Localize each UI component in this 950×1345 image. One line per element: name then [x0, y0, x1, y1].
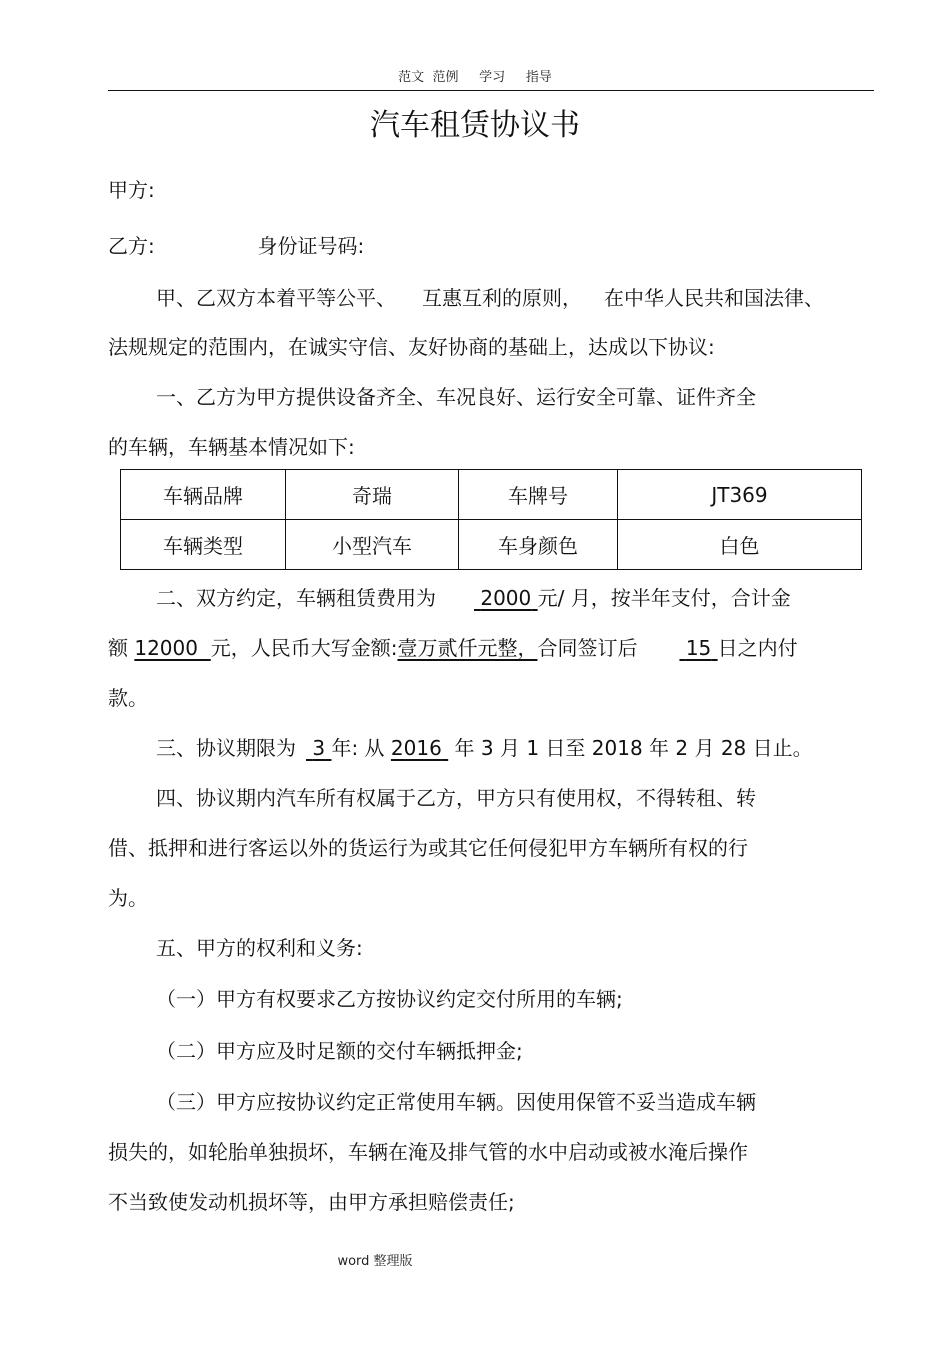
header-item: 学习 — [479, 70, 506, 85]
clause5-item-3-line-3: 不当致使发动机损坏等，由甲方承担赔偿责任; — [108, 1190, 515, 1214]
intro-text: 在中华人民共和国法律、 — [604, 286, 824, 310]
document-title: 汽车租赁协议书 — [370, 108, 580, 143]
total-words: 壹万贰仟元整， — [397, 636, 538, 660]
intro-text: 互惠互利的原则， — [422, 286, 582, 310]
table-cell: 车辆类型 — [121, 520, 286, 570]
header-item: 指导 — [525, 70, 552, 85]
clause2-line-1 — [156, 584, 791, 612]
clause-text: 合同签订后 — [537, 636, 638, 660]
header-item: 范例 — [432, 70, 459, 85]
clause-text: 日之内付 — [717, 636, 798, 660]
clause-text: 元，人民币大写金额: — [210, 636, 398, 660]
term-years-value — [306, 736, 331, 760]
clause2-line-3: 款。 — [108, 686, 148, 710]
clause4-line-3: 为。 — [108, 886, 148, 910]
clause-text: 年: 从 — [331, 736, 385, 760]
total-text: 12000 — [134, 636, 198, 660]
intro-text: 甲、乙双方本着平等公平、 — [156, 286, 396, 310]
id-number-label: 身份证号码: — [257, 234, 365, 258]
header-item: 范文 — [398, 70, 425, 85]
table-cell: 奇瑞 — [286, 470, 459, 520]
clause-text: 三、协议期限为 — [156, 736, 296, 760]
start-year-text: 2016 — [390, 736, 442, 760]
clause-text: 二、双方约定，车辆租赁费用为 — [156, 586, 436, 610]
term-years-text: 3 — [312, 736, 326, 760]
clause1-line-1: 一、乙方为甲方提供设备齐全、车况良好、运行安全可靠、证件齐全 — [156, 385, 756, 409]
start-year-value — [391, 736, 448, 760]
payment-days-value — [679, 636, 717, 660]
monthly-fee-text: 2000 — [480, 586, 532, 610]
vehicle-info-table — [120, 469, 862, 570]
clause3-line — [156, 734, 813, 762]
table-cell: 车身颜色 — [459, 520, 618, 570]
table-cell: 白色 — [618, 520, 862, 570]
clause-text: 额 — [108, 636, 128, 660]
intro-line-2: 法规规定的范围内，在诚实守信、友好协商的基础上，达成以下协议: — [108, 335, 715, 359]
clause5-heading: 五、甲方的权利和义务: — [156, 936, 363, 960]
clause4-line-1: 四、协议期内汽车所有权属于乙方，甲方只有使用权，不得转租、转 — [156, 786, 756, 810]
table-cell: 车辆品牌 — [121, 470, 286, 520]
table-row — [121, 470, 862, 520]
header-rule — [108, 90, 874, 91]
clause2-line-2 — [108, 634, 798, 662]
party-b-label: 乙方: — [108, 234, 155, 258]
party-a-label: 甲方: — [108, 178, 155, 202]
table-row — [121, 520, 862, 570]
table-cell: 小型汽车 — [286, 520, 459, 570]
clause4-line-2: 借、抵押和进行客运以外的货运行为或其它任何侵犯甲方车辆所有权的行 — [108, 836, 748, 860]
table-cell: 车牌号 — [459, 470, 618, 520]
party-b-line — [108, 232, 364, 260]
clause1-line-2: 的车辆，车辆基本情况如下: — [108, 435, 355, 459]
clause-text: 元/ 月，按半年支付，合计金 — [537, 586, 791, 610]
total-value — [134, 636, 210, 660]
clause-text: 年 3 月 1 日至 2018 年 2 月 28 日止。 — [454, 736, 813, 760]
clause5-item-1: （一）甲方有权要求乙方按协议约定交付所用的车辆; — [156, 987, 623, 1011]
intro-line-1 — [156, 284, 824, 312]
clause5-item-3-line-1: （三）甲方应按协议约定正常使用车辆。因使用保管不妥当造成车辆 — [156, 1090, 756, 1114]
table-cell: JT369 — [618, 470, 862, 520]
page-header — [0, 66, 950, 85]
monthly-fee-value — [474, 586, 538, 610]
clause5-item-2: （二）甲方应及时足额的交付车辆抵押金; — [156, 1039, 523, 1063]
page-footer: word 整理版 — [337, 1254, 413, 1269]
payment-days-text: 15 — [685, 636, 712, 660]
clause5-item-3-line-2: 损失的，如轮胎单独损坏，车辆在淹及排气管的水中启动或被水淹后操作 — [108, 1140, 748, 1164]
